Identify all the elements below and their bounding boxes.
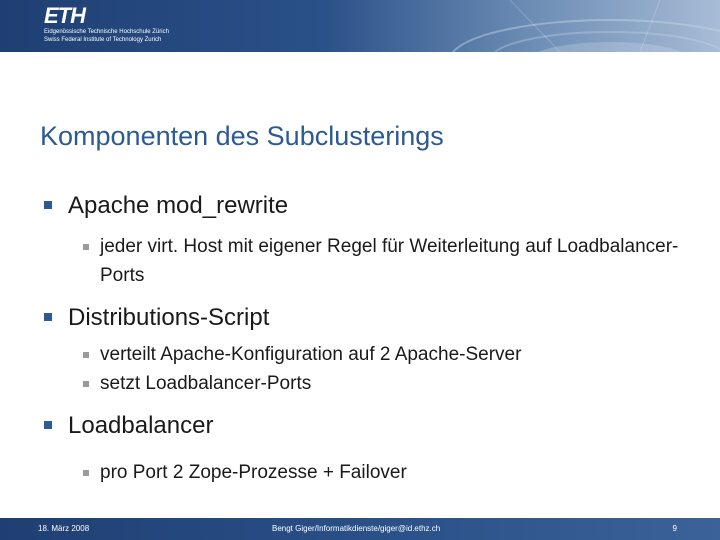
bullet-text: Apache mod_rewrite [68,192,289,219]
sub-bullet-list [44,340,684,398]
bullet-text: Loadbalancer [68,412,214,439]
header-decoration [360,0,720,52]
slide-content [44,190,684,487]
bullet-text: pro Port 2 Zope-Prozesse + Failover [100,462,407,483]
bullet-level2 [44,369,680,398]
header-banner [0,0,720,52]
bullet-level1 [44,190,684,222]
footer-date: 18. März 2008 [38,524,90,533]
bullet-level2 [44,458,680,487]
logo-subtitle-german: Eidgenössische Technische Hochschule Zürich [44,29,169,35]
sub-bullet-list [44,458,684,487]
footer-author: Bengt Giger/Informatikdienste/giger@id.ethz.ch [272,524,441,533]
footer-bar [0,518,720,540]
page-number: 9 [672,524,677,533]
bullet-level2 [44,232,680,290]
bullet-level1 [44,302,684,334]
bullet-level1 [44,410,684,442]
logo-subtitle-english: Swiss Federal Institute of Technology Zurich [44,37,162,43]
bullet-level2 [44,340,680,369]
section-loadbalancer [44,410,684,487]
square-bullet-icon [83,244,89,250]
bullet-text: Distributions-Script [68,304,270,331]
slide-title: Komponenten des Subclusterings [40,121,444,151]
square-bullet-icon [44,201,52,209]
bullet-text: setzt Loadbalancer-Ports [100,373,312,394]
eth-logo: ETH [44,3,85,28]
square-bullet-icon [44,313,52,321]
square-bullet-icon [83,381,89,387]
square-bullet-icon [83,470,89,476]
bullet-text: verteilt Apache-Konfiguration auf 2 Apache-Server [100,344,522,365]
sub-bullet-list [44,232,684,290]
section-distributions-script [44,302,684,398]
square-bullet-icon [44,421,52,429]
bullet-text: jeder virt. Host mit eigener Regel für Weiterleitung auf Loadbalancer-Ports [100,236,679,286]
square-bullet-icon [83,352,89,358]
section-apache-mod-rewrite [44,190,684,290]
